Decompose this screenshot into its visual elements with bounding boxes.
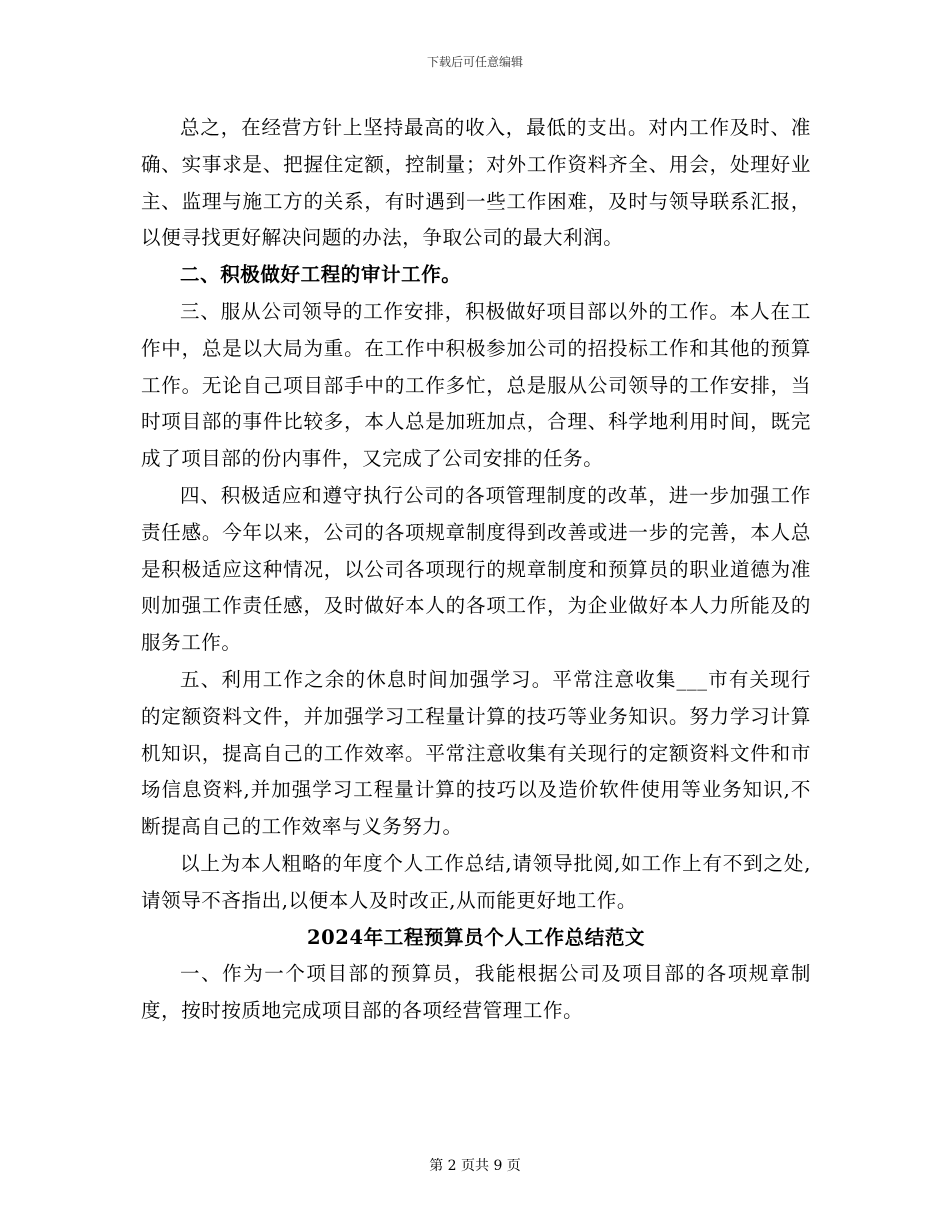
paragraph-summary: 总之，在经营方针上坚持最高的收入，最低的支出。对内工作及时、准确、实事求是、把握住定额，控制量；对外工作资料齐全、用会，处理好业主、监理与施工方的关系，有时遇到一些工作困难，及时与领导联系汇报，以便寻找更好解决问题的办法，争取公司的最大利润。 [141,116,811,250]
document-title: 2024年工程预算员个人工作总结范文 [306,925,646,949]
paragraph-section-three: 三、服从公司领导的工作安排，积极做好项目部以外的工作。本人在工作中，总是以大局为重。在工作中积极参加公司的招投标工作和其他的预算工作。无论自己项目部手中的工作多忙，总是服从公司领导的工作安排，当时项目部的事件比较多，本人总是加班加点，合理、科学地利用时间，既完成了项目部的份内事件，又完成了公司安排的任务。 [141,299,811,471]
page-number: 第 2 页共 9 页 [429,1158,521,1174]
page-header: 下载后可任意编辑 [426,55,523,69]
paragraph-section-five: 五、利用工作之余的休息时间加强学习。平常注意收集___市有关现行的定额资料文件，并加强学习工程量计算的技巧等业务知识。努力学习计算机知识，提高自己的工作效率。平常注意收集有关现行的定额资料文件和市场信息资料,并加强学习工程量计算的技巧以及造价软件使用等业务知识,不断提高自己的工作效率与义务努力。 [141,667,811,839]
paragraph-closing: 以上为本人粗略的年度个人工作总结,请领导批阅,如工作上有不到之处,请领导不吝指出,以便本人及时改正,从而能更好地工作。 [141,851,811,912]
paragraph-section-four: 四、积极适应和遵守执行公司的各项管理制度的改革，进一步加强工作责任感。今年以来，公司的各项规章制度得到改善或进一步的完善，本人总是积极适应这种情况，以公司各项现行的规章制度和预算员的职业道德为准则加强工作责任感，及时做好本人的各项工作，为企业做好本人力所能及的服务工作。 [141,483,811,655]
document-body [141,110,811,1030]
paragraph-section-one: 一、作为一个项目部的预算员，我能根据公司及项目部的各项规章制度，按时按质地完成项目部的各项经营管理工作。 [141,962,811,1023]
section-heading-audit: 二、积极做好工程的审计工作。 [180,263,462,287]
